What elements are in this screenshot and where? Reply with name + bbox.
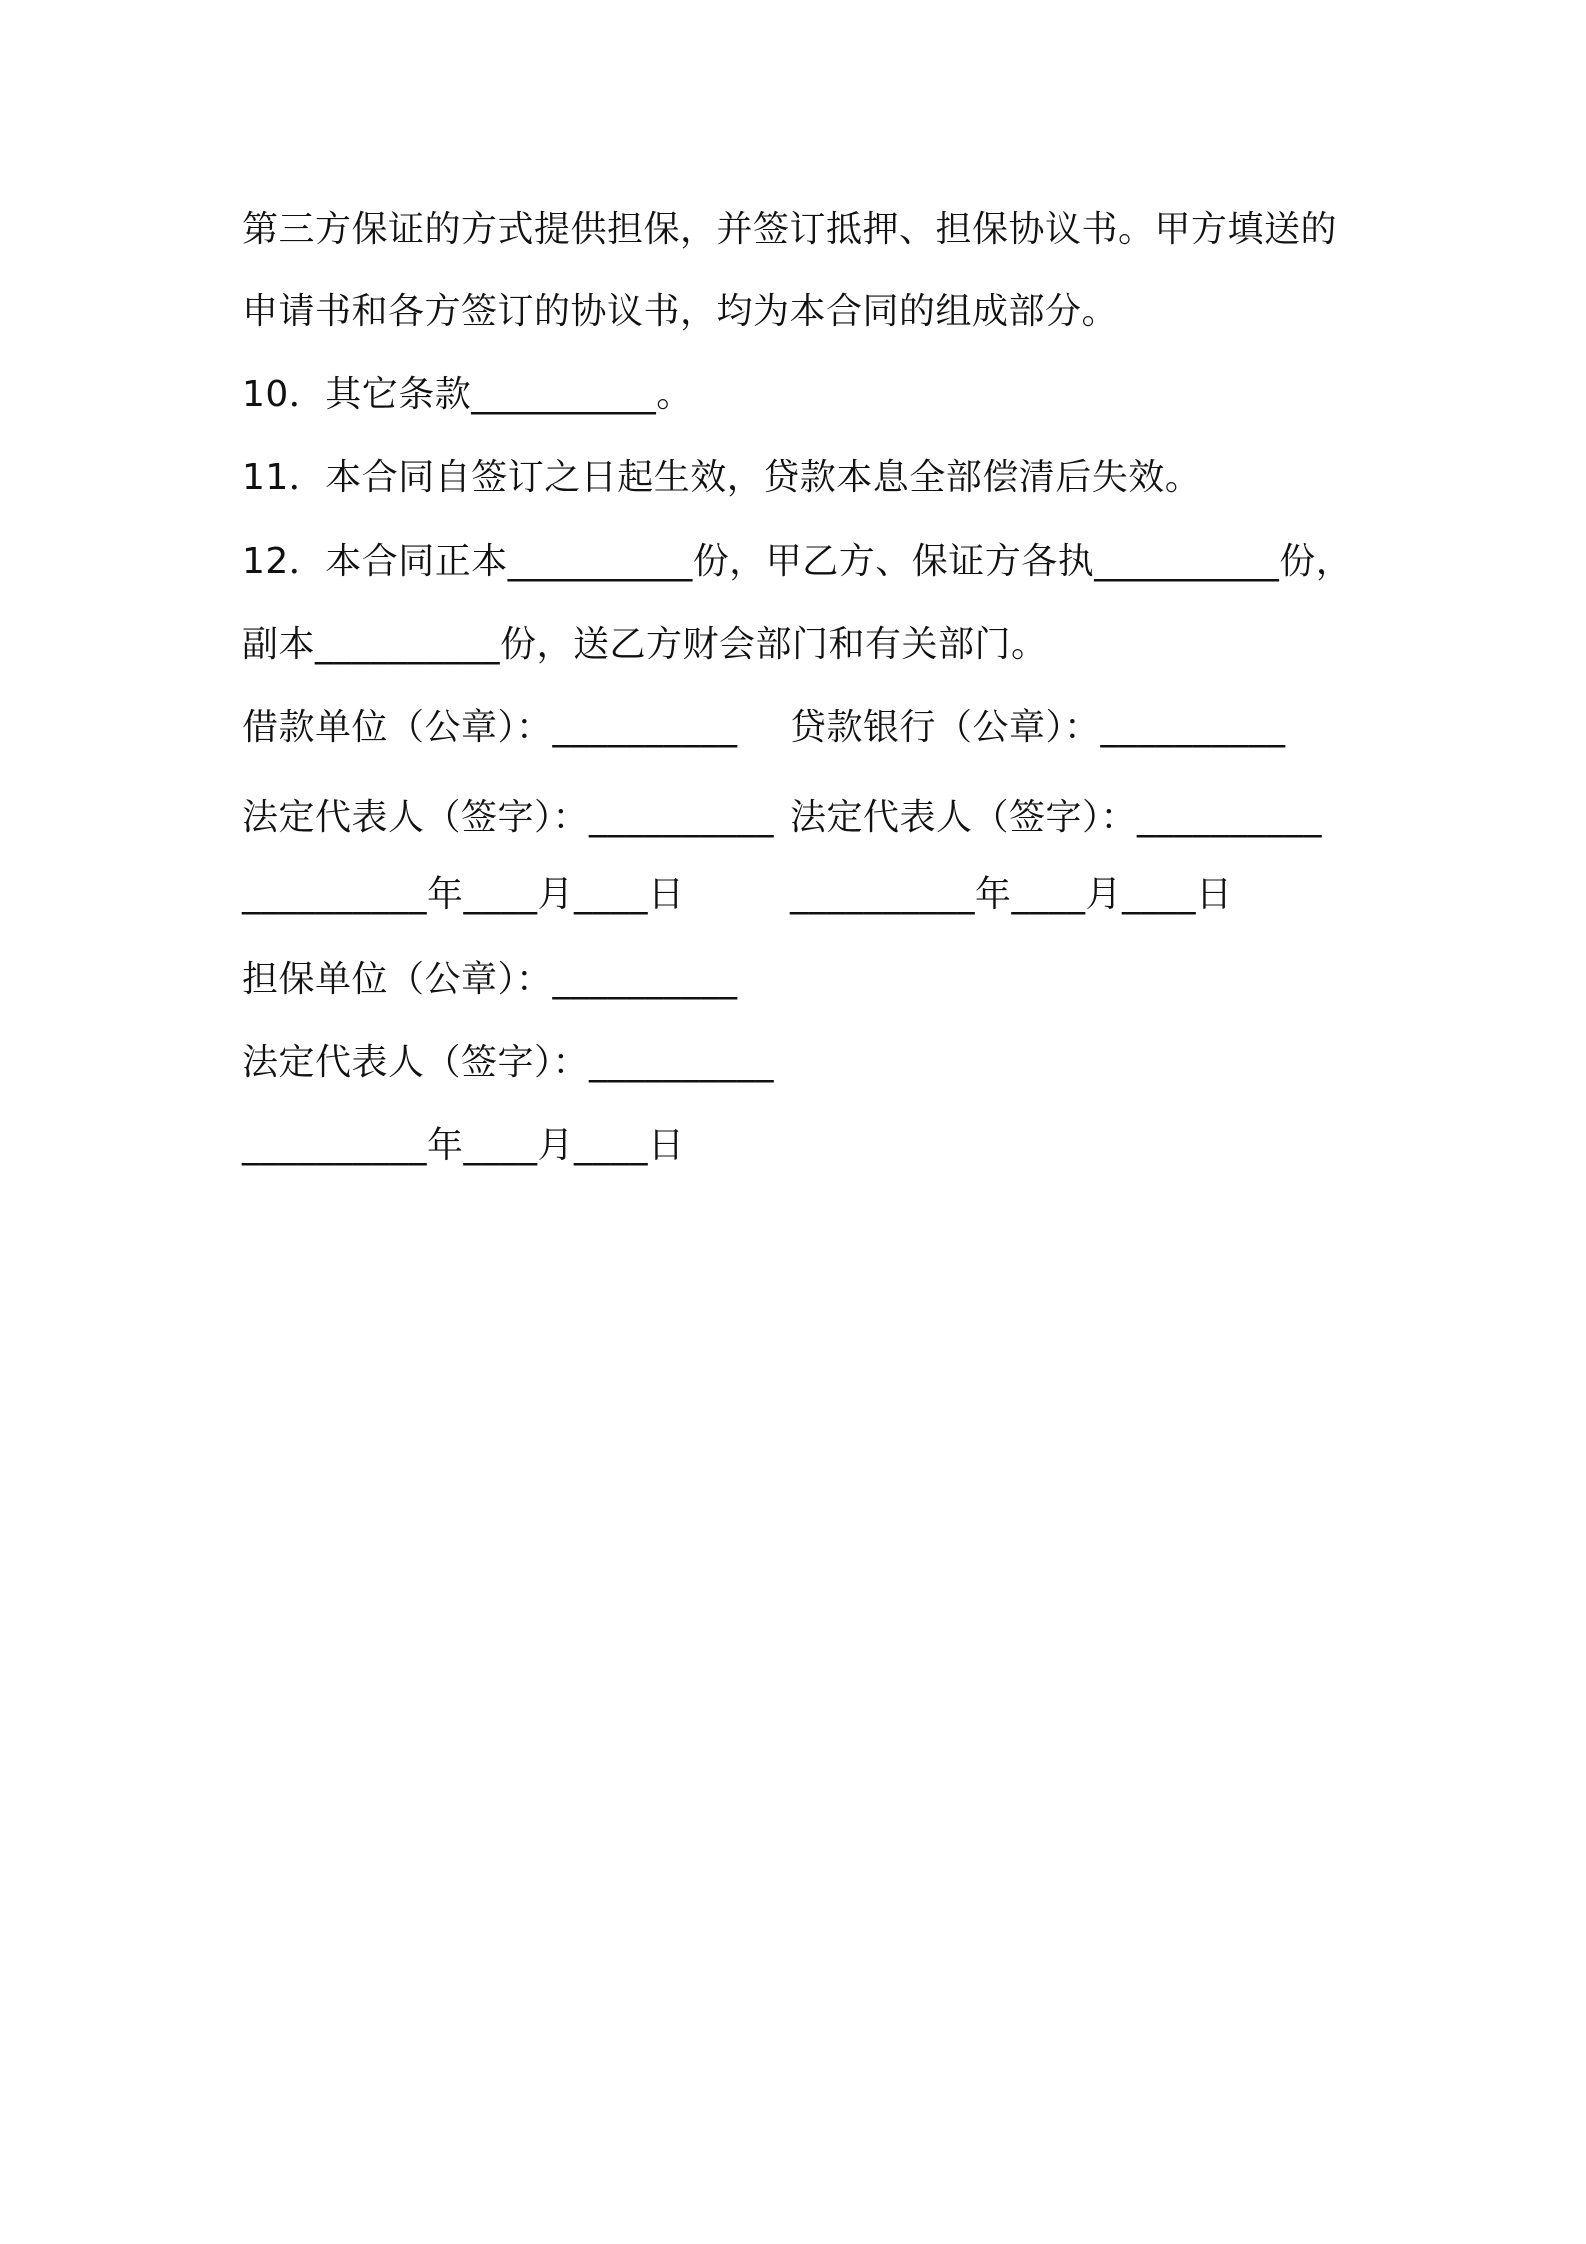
paragraph-line: 第三方保证的方式提供担保，并签订抵押、担保协议书。甲方填送的 (242, 209, 1338, 250)
borrower-unit-signature: 借款单位（公章）：__________ (242, 707, 738, 748)
bank-rep-signature: 法定代表人（签字）：__________ (790, 797, 1323, 838)
borrower-date: __________年____月____日 (242, 874, 685, 915)
guarantor-date: __________年____月____日 (242, 1125, 685, 1166)
guarantor-unit-signature: 担保单位（公章）：__________ (242, 959, 738, 1000)
borrower-rep-signature: 法定代表人（签字）：__________ (242, 797, 775, 838)
clause-12-line2: 副本__________份，送乙方财会部门和有关部门。 (242, 624, 1048, 665)
bank-date: __________年____月____日 (790, 874, 1233, 915)
clause-12-line1: 12．本合同正本__________份，甲乙方、保证方各执__________份， (242, 541, 1353, 582)
clause-11: 11．本合同自签订之日起生效，贷款本息全部偿清后失效。 (242, 457, 1202, 498)
paragraph-line: 申请书和各方签订的协议书，均为本合同的组成部分。 (242, 291, 1119, 332)
guarantor-rep-signature: 法定代表人（签字）：__________ (242, 1042, 775, 1083)
clause-10: 10．其它条款__________。 (242, 374, 693, 415)
bank-unit-signature: 贷款银行（公章）：__________ (790, 707, 1286, 748)
